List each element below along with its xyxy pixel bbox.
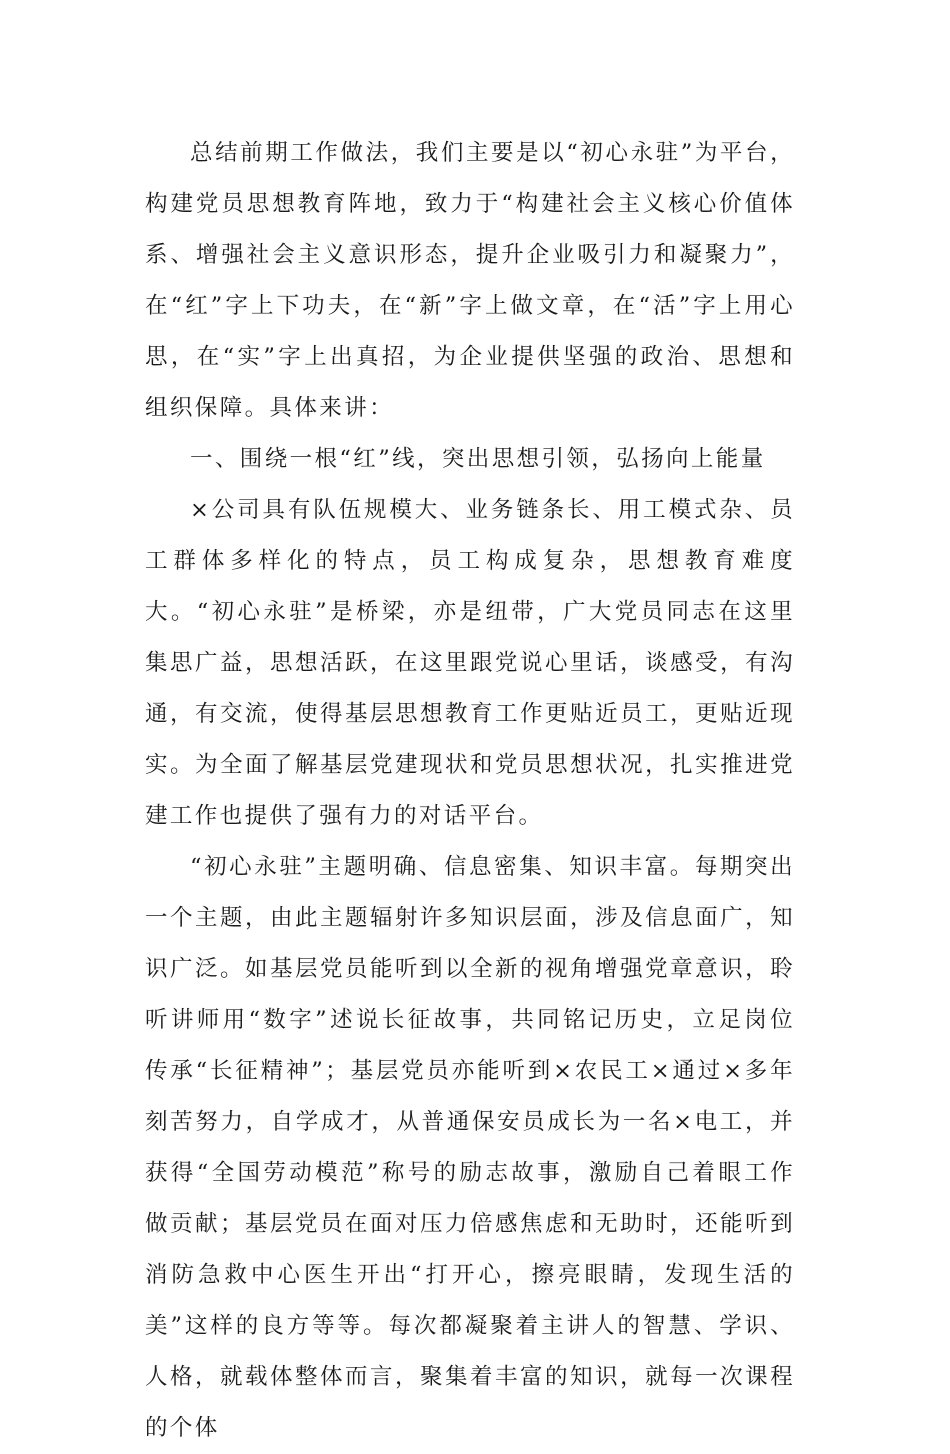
section-heading-1: 一、围绕一根“红”线，突出思想引领，弘扬向上能量: [190, 446, 766, 472]
paragraph-company-overview: ×公司具有队伍规模大、业务链条长、用工模式杂、员工群体多样化的特点，员工构成复杂，思想教育难度大。“初心永驻”是桥梁，亦是纽带，广大党员同志在这里集思广益，思想活跃，在这里跟党说心里话，谈感受，有沟通，有交流，使得基层思想教育工作更贴近员工，更贴近现实。为全面了解基层党建现状和党员思想状况，扎实推进党建工作也提供了强有力的对话平台。: [145, 497, 795, 829]
document-body: [145, 128, 795, 1454]
paragraph-theme-content: “初心永驻”主题明确、信息密集、知识丰富。每期突出一个主题，由此主题辐射许多知识层面，涉及信息面广，知识广泛。如基层党员能听到以全新的视角增强党章意识，聆听讲师用“数字”述说长征故事，共同铭记历史，立足岗位传承“长征精神”；基层党员亦能听到×农民工×通过×多年刻苦努力，自学成才，从普通保安员成长为一名×电工，并获得“全国劳动模范”称号的励志故事，激励自己着眼工作做贡献；基层党员在面对压力倍感焦虑和无助时，还能听到消防急救中心医生开出“打开心，擦亮眼睛，发现生活的美”这样的良方等等。每次都凝聚着主讲人的智慧、学识、人格，就载体整体而言，聚集着丰富的知识，就每一次课程的个体: [145, 854, 795, 1441]
paragraph-intro: 总结前期工作做法，我们主要是以“初心永驻”为平台，构建党员思想教育阵地，致力于“构建社会主义核心价值体系、增强社会主义意识形态，提升企业吸引力和凝聚力”，在“红”字上下功夫，在“新”字上做文章，在“活”字上用心思，在“实”字上出真招，为企业提供坚强的政治、思想和组织保障。具体来讲：: [145, 140, 795, 421]
